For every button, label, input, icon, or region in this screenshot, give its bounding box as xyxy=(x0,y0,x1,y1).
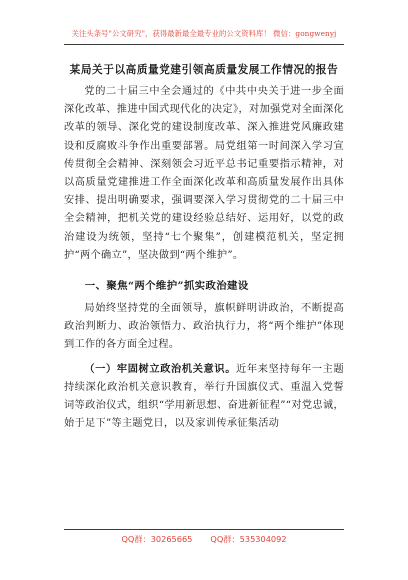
subsection-1-text: 近年来坚持每年一主题持续深化政治机关意识教育，举行升国旗仪式、重温入党誓词等政治仪式，组织“学用新思想、奋进新征程”“对党忠诚，始于足下”等主题党日，以及家训传承征集活动 xyxy=(64,363,344,430)
intro-paragraph: 党的二十届三中全会通过的《中共中央关于进一步全面深化改革、推进中国式现代化的决定》，对加强党对全面深化改革的领导、深化党的建设制度改革、深入推进党风廉政建设和反腐败斗争作出重要部署。局党组第一时间深入学习宣传贯彻全会精神、深刻领会习近平总书记重要指示精神，对以高质量党建推进工作全面深化改革和高质量发展作出具体安排、提出明确要求，强调要深入学习贯彻党的二十届三中全会精神，把机关党的建设经验总结好、运用好，以党的政治建设为统领，坚持“七个聚集”，创建模范机关，坚定拥护“两个确立”，坚决做到“两个维护”。 xyxy=(64,86,344,261)
footer-contact xyxy=(0,534,408,545)
footer-qq-group-1: QQ群：30265665 xyxy=(121,534,193,544)
subsection-1-lead: （一）牢固树立政治机关意识。 xyxy=(84,362,237,375)
section-heading-1: 一、聚焦“两个维护”抓实政治建设 xyxy=(84,280,249,293)
subsection-1-paragraph xyxy=(64,360,344,434)
document-body xyxy=(64,62,344,433)
section-1-paragraph: 局始终坚持党的全面领导，旗帜鲜明讲政治，不断提高政治判断力、政治领悟力、政治执行力，将“两个维护”体现到工作的各方面全过程。 xyxy=(64,303,344,351)
header-divider xyxy=(64,44,344,45)
document-title: 某局关于以高质量党建引领高质量发展工作情况的报告 xyxy=(69,64,339,76)
footer-divider xyxy=(64,529,344,530)
footer-qq-group-2: QQ群：535304092 xyxy=(210,534,287,544)
header-promo-text: 关注头条号"公文研究"，获得最新最全最专业的公文资料库！ 微信：gongwenyj xyxy=(71,29,337,38)
